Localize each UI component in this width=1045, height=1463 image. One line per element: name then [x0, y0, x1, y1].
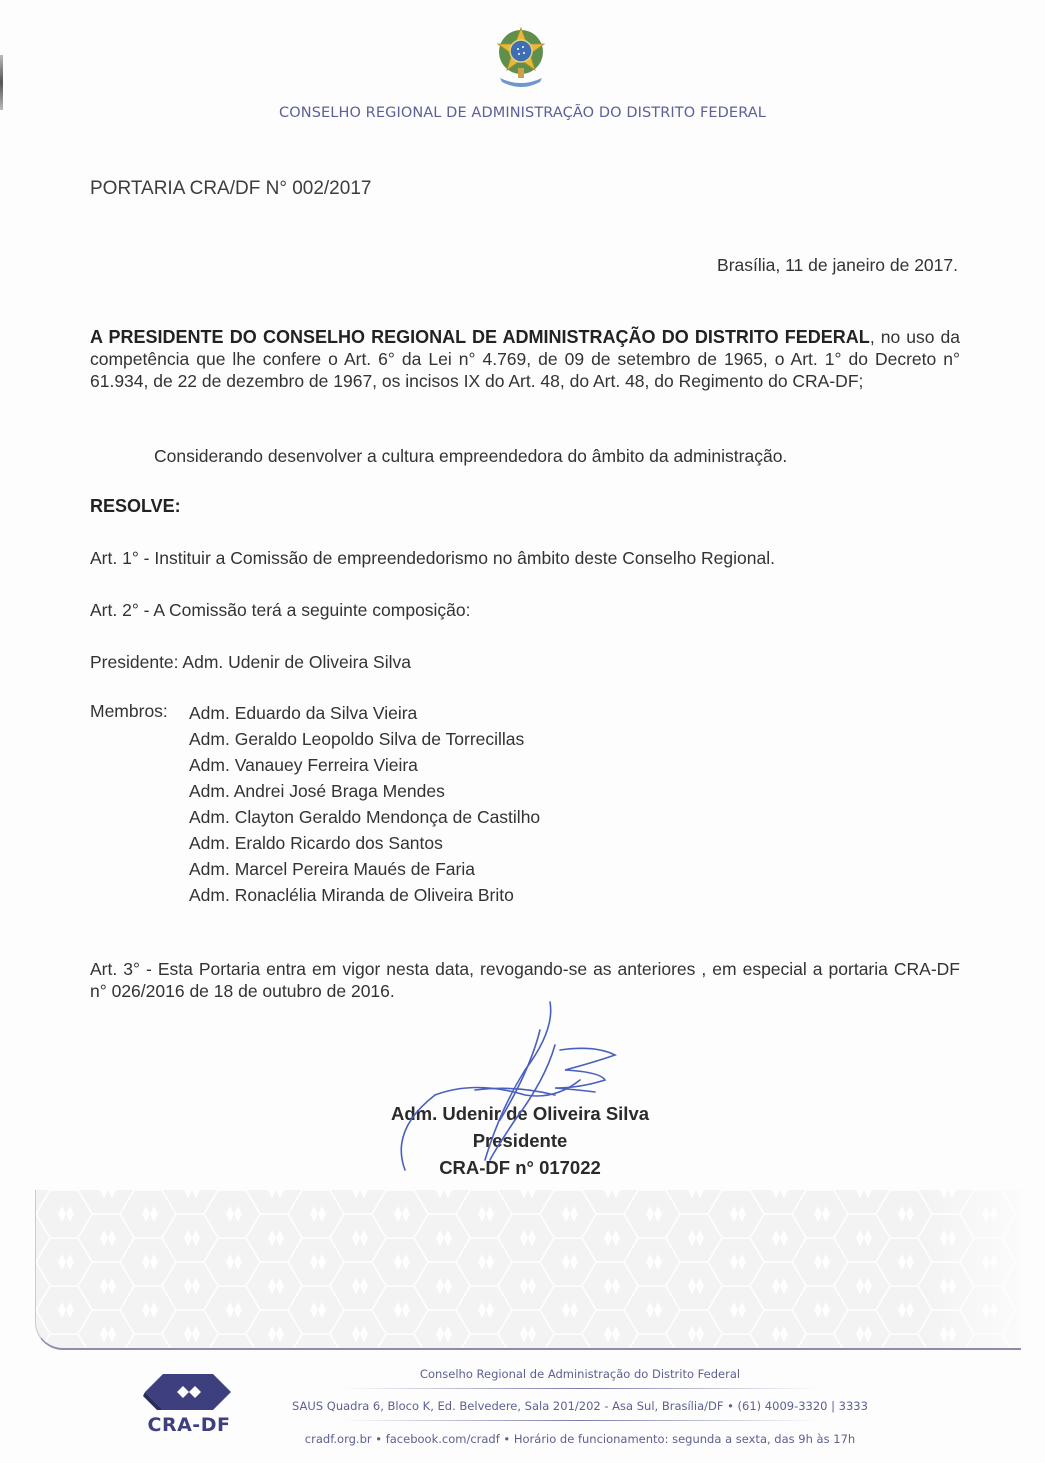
- member-item: Adm. Eraldo Ricardo dos Santos: [189, 833, 443, 853]
- member-item: Adm. Vanauey Ferreira Vieira: [189, 755, 418, 775]
- portaria-title: PORTARIA CRA/DF N° 002/2017: [90, 178, 372, 199]
- footer-logo-text: CRA-DF: [147, 1414, 231, 1436]
- committee-president: Presidente: Adm. Udenir de Oliveira Silva: [90, 652, 411, 672]
- handwritten-signature: [395, 1000, 635, 1180]
- preamble-bold: A PRESIDENTE DO CONSELHO REGIONAL DE ADMINISTRAÇÃO DO DISTRITO FEDERAL: [90, 327, 870, 347]
- signer-name: Adm. Udenir de Oliveira Silva: [390, 1103, 650, 1124]
- members-label: Membros:: [90, 701, 168, 721]
- members-list: [189, 700, 540, 908]
- member-item: Adm. Ronaclélia Miranda de Oliveira Brito: [189, 885, 514, 905]
- footer-divider: [340, 1420, 820, 1421]
- scan-edge-mark: [0, 55, 3, 110]
- decorative-pattern: [35, 1190, 1021, 1350]
- footer-council-name: Conselho Regional de Administração do Distrito Federal: [419, 1367, 741, 1381]
- article-1: Art. 1° - Instituir a Comissão de empreendedorismo no âmbito deste Conselho Regional.: [90, 548, 775, 568]
- member-item: Adm. Geraldo Leopoldo Silva de Torrecillas: [189, 729, 525, 749]
- hexagon-pattern: [36, 1190, 1021, 1348]
- resolve-heading: RESOLVE:: [90, 496, 181, 516]
- member-item: Adm. Andrei José Braga Mendes: [189, 781, 445, 801]
- footer-address: SAUS Quadra 6, Bloco K, Ed. Belvedere, Sala 201/202 - Asa Sul, Brasília/DF • (61) 4009-3320 | 3333: [292, 1399, 868, 1413]
- signer-role: Presidente: [472, 1130, 568, 1151]
- footer-contact: cradf.org.br • facebook.com/cradf • Horário de funcionamento: segunda a sexta, das 9h às 17h: [304, 1432, 856, 1446]
- footer-divider: [340, 1388, 820, 1389]
- preamble-paragraph: [90, 326, 960, 392]
- considerando-paragraph: Considerando desenvolver a cultura empreendedora do âmbito da administração.: [154, 446, 788, 466]
- member-item: Adm. Clayton Geraldo Mendonça de Castilho: [189, 807, 541, 827]
- council-header: CONSELHO REGIONAL DE ADMINISTRAÇÃO DO DISTRITO FEDERAL: [279, 105, 766, 121]
- article-3: Art. 3° - Esta Portaria entra em vigor nesta data, revogando-se as anteriores , em especial a portaria CRA-DF n° 026/2016 de 18 de outubro de 2016.: [90, 959, 960, 1001]
- signer-registration: CRA-DF n° 017022: [439, 1157, 601, 1178]
- member-item: Adm. Eduardo da Silva Vieira: [189, 703, 418, 723]
- cra-df-logo-icon: [143, 1372, 233, 1412]
- date-line: Brasília, 11 de janeiro de 2017.: [717, 255, 958, 275]
- preamble-text: , no uso da competência que lhe confere o Art. 6° da Lei n° 4.769, de 09 de setembro de 1965, o Art. 1° do Decreto n° 61.934, de 22 de dezembro de 1967, os incisos IX do Art. 48, do Art. 48, do Regimento do CRA-DF;: [90, 327, 960, 391]
- article-2: Art. 2° - A Comissão terá a seguinte composição:: [90, 600, 471, 620]
- coat-of-arms-icon: [490, 22, 552, 90]
- member-item: Adm. Marcel Pereira Maués de Faria: [189, 859, 475, 879]
